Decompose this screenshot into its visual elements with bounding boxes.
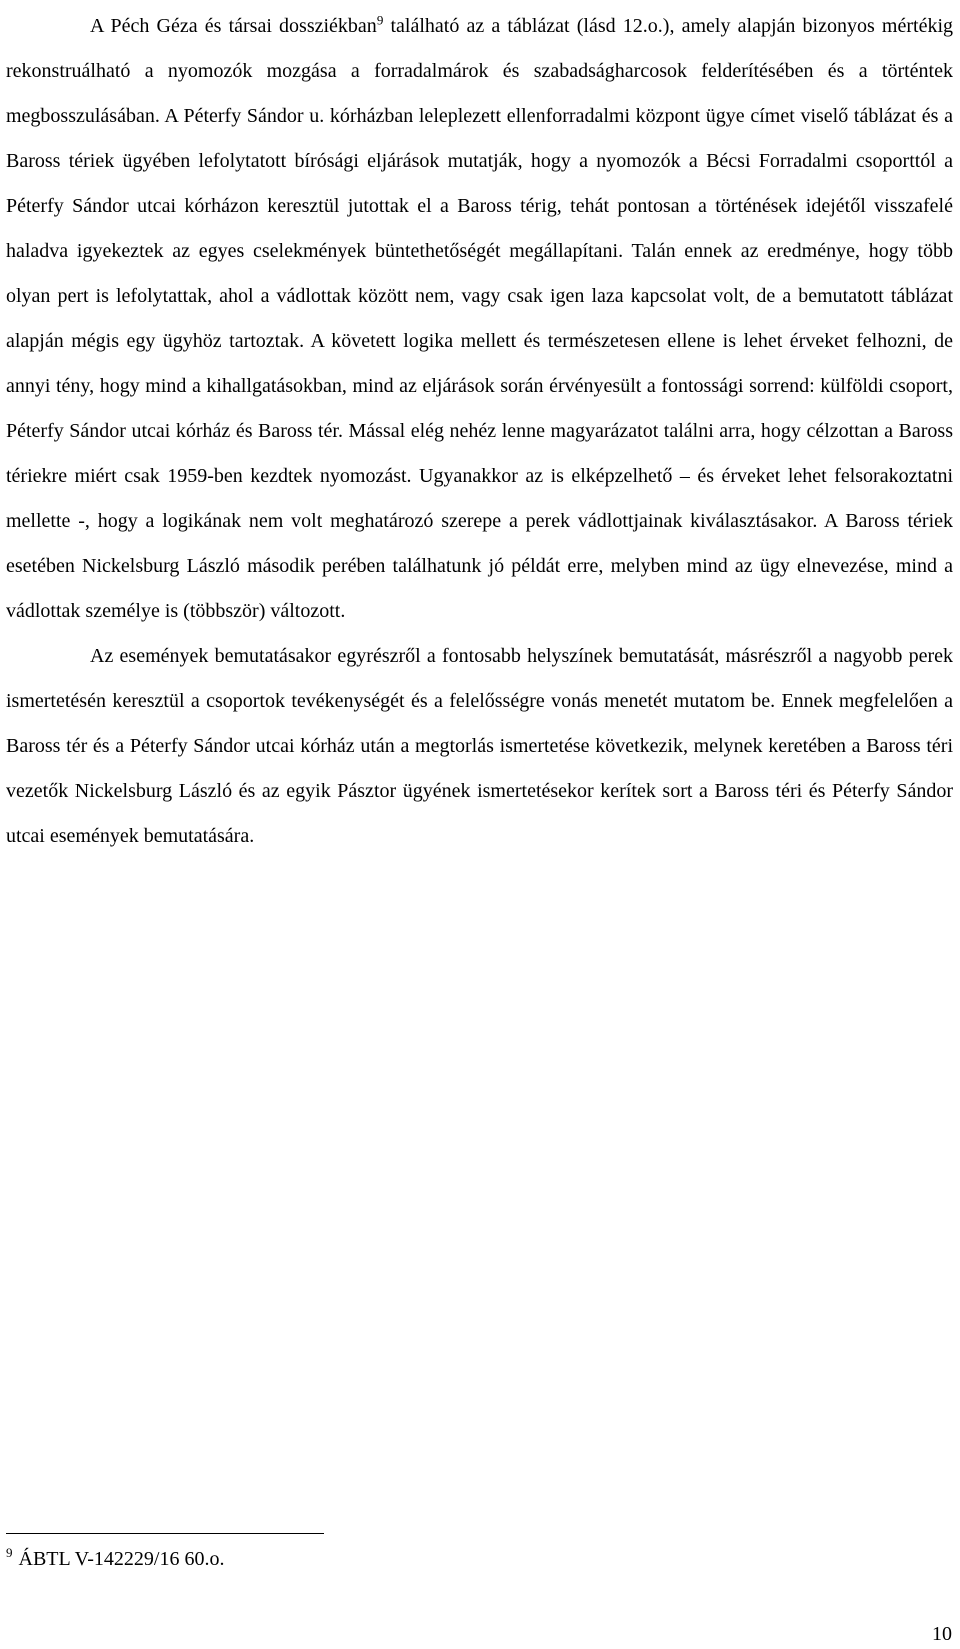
paragraph-2: Az események bemutatásakor egyrészről a fontosabb helyszínek bemutatását, másrészről a nagyobb perek ismertetésén keresztül a csoportok tevékenységét és a felelősségre vonás menetét mutatom be. Ennek megfelelően a Baross tér és a Péterfy Sándor utcai kórház után a megtorlás ismertetése következik, melynek keretében a Baross téri vezetők Nickelsburg László és az egyik Pásztor ügyének ismertetésekor kerítek sort a Baross téri és Péterfy Sándor utcai események bemutatására.	[6, 645, 953, 847]
footnote-separator	[6, 1533, 324, 1534]
body-text	[6, 4, 953, 859]
footnote	[6, 1547, 224, 1571]
paragraph-1	[6, 4, 953, 634]
footnote-reference[interactable]: 9	[376, 12, 384, 28]
footnote-text: ÁBTL V-142229/16 60.o.	[18, 1548, 225, 1570]
paragraph-1-rest: található az a táblázat (lásd 12.o.), amely alapján bizonyos mértékig rekonstruálható a nyomozók mozgása a forradalmárok és szabadságharcosok felderítésében és a történtek megbosszulásában. A Péterfy Sándor u. kórházban leleplezett ellenforradalmi központ ügye címet viselő táblázat és a Baross tériek ügyében lefolytatott bírósági eljárások mutatják, hogy a nyomozók a Bécsi Forradalmi csoporttól a Péterfy Sándor utcai kórházon keresztül jutottak el a Baross térig, tehát pontosan a történések idejétől visszafelé haladva igyekeztek az egyes cselekmények büntethetőségét megállapítani. Talán ennek az eredménye, hogy több olyan pert is lefolytattak, ahol a vádlottak között nem, vagy csak igen laza kapcsolat volt, de a bemutatott táblázat alapján mégis egy ügyhöz tartoztak. A követett logika mellett és természetesen ellene is lehet érveket felhozni, de annyi tény, hogy mind a kihallgatásokban, mind az eljárások során érvényesült a fontossági sorrend: külföldi csoport, Péterfy Sándor utcai kórház és Baross tér. Mással elég nehéz lenne magyarázatot találni arra, hogy célzottan a Baross tériekre miért csak 1959-ben kezdtek nyomozást. Ugyanakkor az is elképzelhető – és érveket lehet felsorakoztatni mellette -, hogy a logikának nem volt meghatározó szerepe a perek vádlottjainak kiválasztásakor. A Baross tériek esetében Nickelsburg László második perében találhatunk jó példát erre, melyben mind az ügy elnevezése, mind a vádlottak személye is (többször) változott.	[6, 15, 954, 622]
footnote-mark: 9	[6, 1545, 13, 1561]
paragraph-1-start: A Péch Géza és társai dossziékban	[90, 15, 377, 37]
page-number: 10	[932, 1623, 952, 1645]
